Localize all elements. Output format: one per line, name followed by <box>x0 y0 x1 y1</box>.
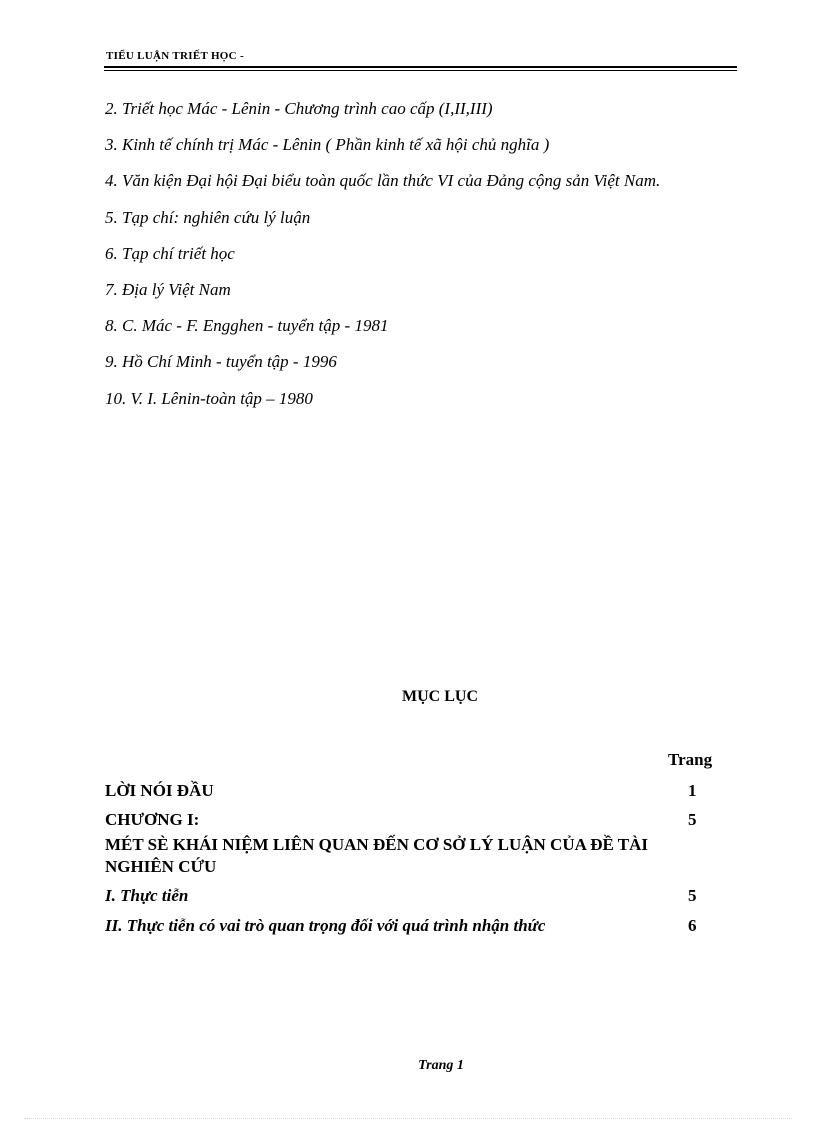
header-rule-thin <box>104 70 737 71</box>
reference-item: 8. C. Mác - F. Engghen - tuyển tập - 1981 <box>105 316 389 336</box>
reference-item: 10. V. I. Lênin-toàn tập – 1980 <box>105 388 313 408</box>
running-header: TIỂU LUẬN TRIẾT HỌC - <box>106 50 244 62</box>
toc-entry-page: 5 <box>688 810 697 829</box>
reference-item: 7. Địa lý Việt Nam <box>105 279 231 299</box>
toc-entry-text: MÉT SÈ KHÁI NIỆM LIÊN QUAN ĐẾN CƠ SỞ LÝ LUẬN CỦA ĐỀ TÀI NGHIÊN CỨU <box>105 835 648 876</box>
toc-entry-text: CHƯƠNG I: <box>105 810 200 829</box>
toc-entry-page: 5 <box>688 886 697 905</box>
reference-item: 2. Triết học Mác - Lênin - Chương trình cao cấp (I,II,III) <box>105 99 493 118</box>
toc-entry-text: II. Thực tiễn có vai trò quan trọng đối với quá trình nhận thức <box>105 916 546 935</box>
reference-list <box>105 98 660 424</box>
toc-entry-thuc-tien[interactable] <box>105 885 725 907</box>
toc-entry-text: I. Thực tiễn <box>105 886 189 905</box>
reference-item: 6. Tạp chí triết học <box>105 243 235 263</box>
toc-entry-page: 1 <box>688 781 697 800</box>
toc-entry-vai-tro[interactable] <box>105 915 725 937</box>
page-footer: Trang 1 <box>418 1058 464 1073</box>
reference-item: 3. Kinh tế chính trị Mác - Lênin ( Phần kinh tế xã hội chủ nghĩa ) <box>105 135 550 155</box>
toc-entry-loi-noi-dau[interactable] <box>105 780 725 802</box>
toc-title: MỤC LỤC <box>402 688 478 705</box>
toc-entry-chapter-title[interactable] <box>105 834 725 878</box>
reference-item: 9. Hồ Chí Minh - tuyển tập - 1996 <box>105 352 337 372</box>
header-rule-thick <box>104 66 737 68</box>
toc-page-column-label: Trang <box>668 750 713 769</box>
toc-entry-chuong-1[interactable] <box>105 809 725 831</box>
reference-item: 4. Văn kiện Đại hội Đại biểu toàn quốc lần thức VI của Đảng cộng sản Việt Nam. <box>105 171 661 191</box>
page-bottom-dotted-edge <box>24 1118 792 1119</box>
reference-item: 5. Tạp chí: nghiên cứu lý luận <box>105 207 311 227</box>
toc-entry-page: 6 <box>688 916 697 935</box>
toc-entry-text: LỜI NÓI ĐẦU <box>105 781 214 800</box>
